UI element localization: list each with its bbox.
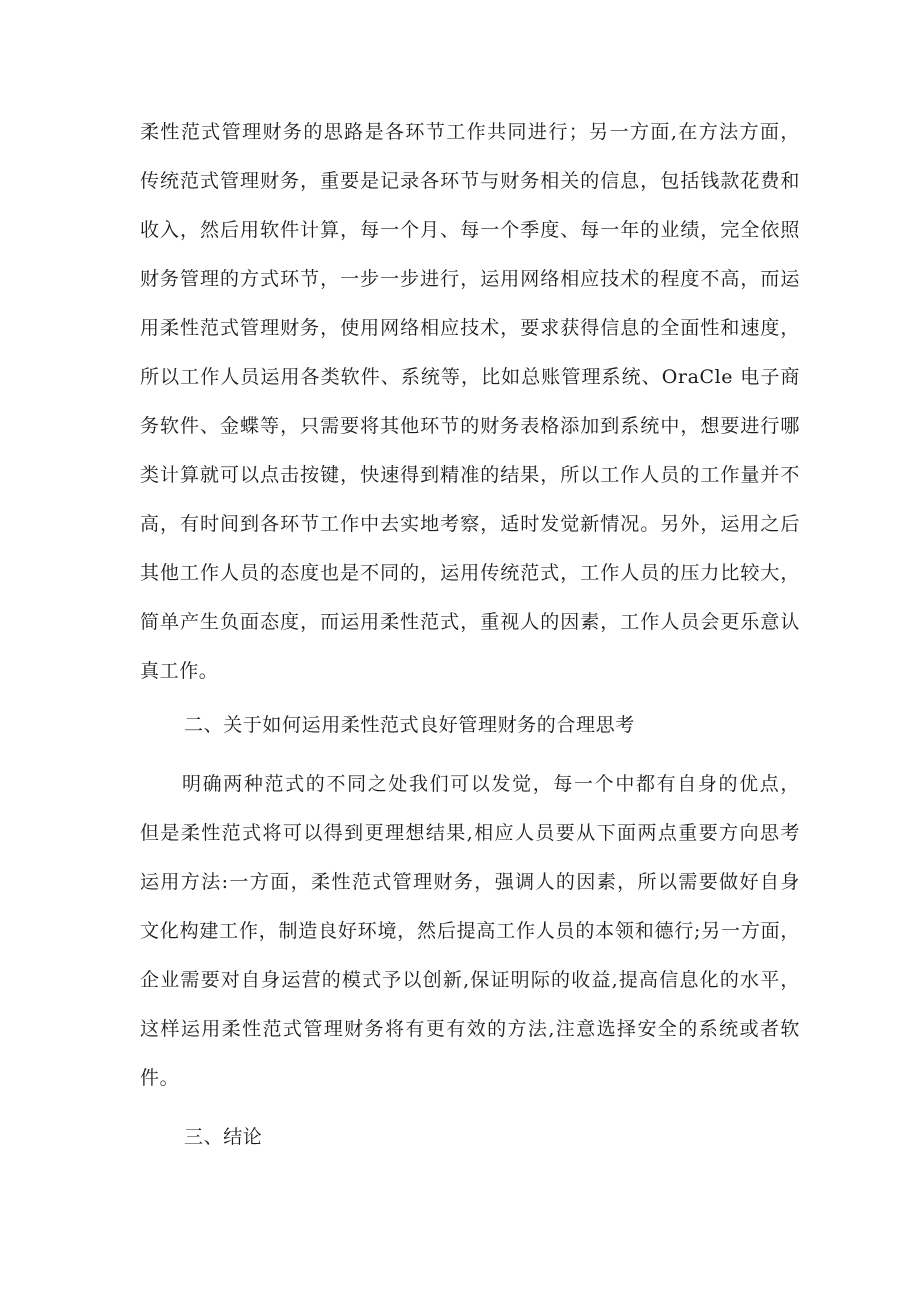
paragraph-2-line: 明确两种范式的不同之处我们可以发觉，每一个中都有自身的优点， bbox=[182, 773, 800, 795]
paragraph-2-line: 运用方法:一方面，柔性范式管理财务，强调人的因素，所以需要做好自身 bbox=[140, 871, 800, 893]
paragraph-2-line: 这样运用柔性范式管理财务将有更有效的方法,注意选择安全的系统或者软 bbox=[140, 1018, 800, 1040]
paragraph-1-line: 真工作。 bbox=[140, 660, 219, 682]
paragraph-1-line: 用柔性范式管理财务，使用网络相应技术，要求获得信息的全面性和速度， bbox=[140, 317, 800, 339]
paragraph-2-line: 企业需要对自身运营的模式予以创新,保证明际的收益,提高信息化的水平， bbox=[140, 969, 800, 991]
paragraph-2-line: 件。 bbox=[140, 1067, 180, 1089]
paragraph-1-line: 高，有时间到各环节工作中去实地考察，适时发觉新情况。另外，运用之后 bbox=[140, 513, 800, 535]
section-heading-3: 三、结论 bbox=[184, 1126, 263, 1148]
paragraph-1-line: 收入，然后用软件计算，每一个月、每一个季度、每一年的业绩，完全依照 bbox=[140, 219, 800, 241]
paragraph-1-line: 其他工作人员的态度也是不同的，运用传统范式，工作人员的压力比较大， bbox=[140, 562, 800, 584]
paragraph-1-line: 传统范式管理财务，重要是记录各环节与财务相关的信息，包括钱款花费和 bbox=[140, 170, 800, 192]
paragraph-1-line: 类计算就可以点击按键，快速得到精准的结果，所以工作人员的工作量并不 bbox=[140, 464, 800, 486]
paragraph-1-line: 务软件、金蝶等，只需要将其他环节的财务表格添加到系统中，想要进行哪 bbox=[140, 415, 800, 437]
paragraph-1-line: 简单产生负面态度，而运用柔性范式，重视人的因素，工作人员会更乐意认 bbox=[140, 611, 800, 633]
paragraph-2-line: 但是柔性范式将可以得到更理想结果,相应人员要从下面两点重要方向思考 bbox=[140, 822, 800, 844]
paragraph-1-line: 财务管理的方式环节，一步一步进行，运用网络相应技术的程度不高，而运 bbox=[140, 268, 800, 290]
section-heading-2: 二、关于如何运用柔性范式良好管理财务的合理思考 bbox=[184, 714, 635, 736]
paragraph-2-line: 文化构建工作，制造良好环境，然后提高工作人员的本领和德行;另一方面， bbox=[140, 920, 800, 942]
paragraph-1-line: 柔性范式管理财务的思路是各环节工作共同进行；另一方面,在方法方面， bbox=[140, 121, 800, 143]
paragraph-1-line: 所以工作人员运用各类软件、系统等，比如总账管理系统、OraCle 电子商 bbox=[140, 366, 800, 388]
